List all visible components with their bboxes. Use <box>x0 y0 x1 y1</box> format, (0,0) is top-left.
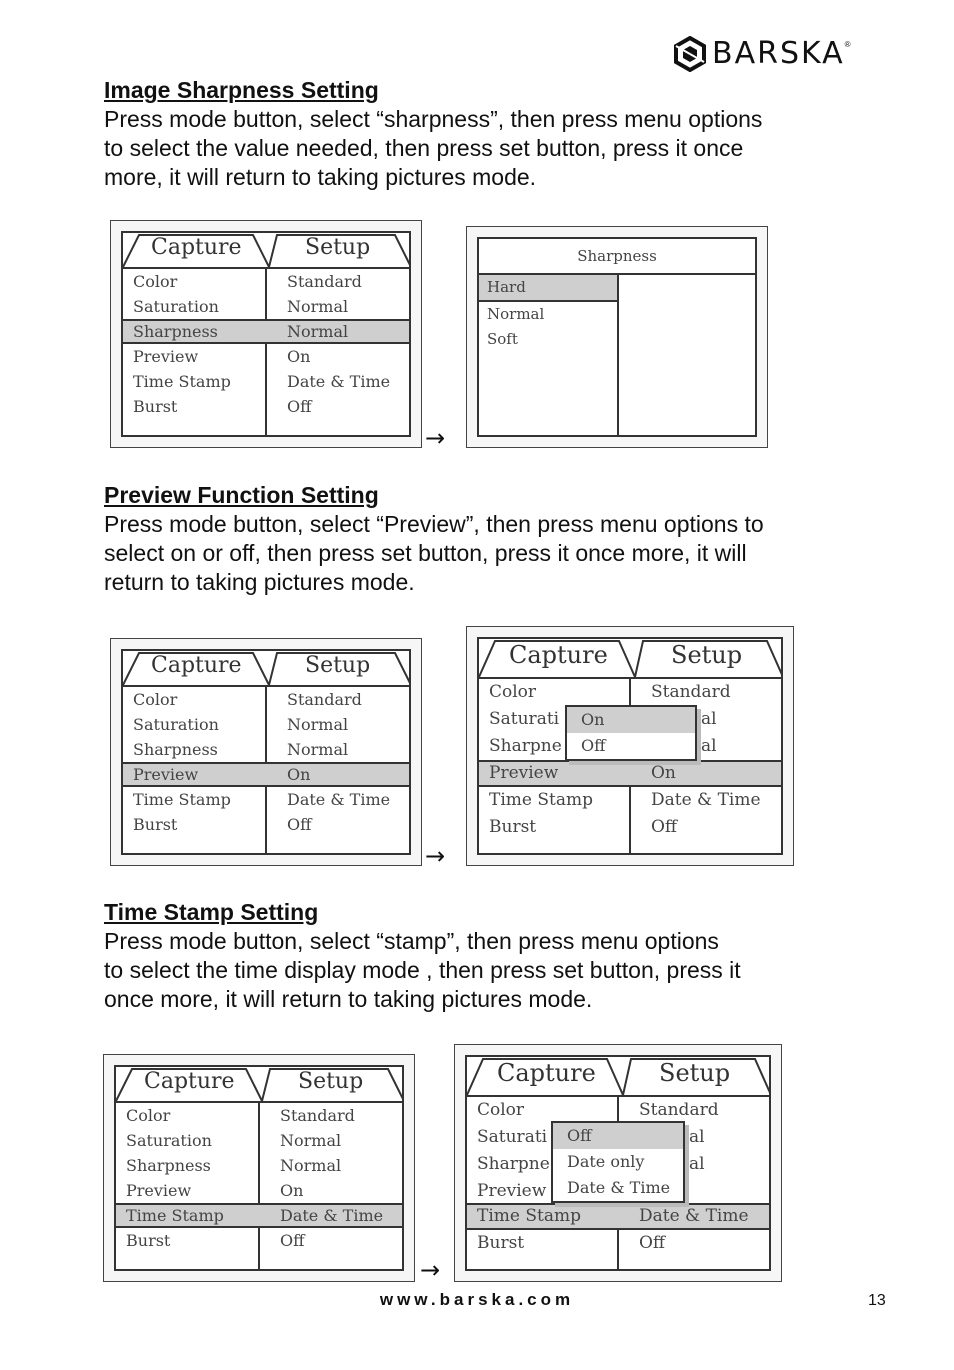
menu-row: Sharpness Normal <box>126 1156 342 1175</box>
menu-screen-timestamp-popup <box>454 1044 782 1282</box>
body-line: to select the value needed, then press set button, press it once <box>104 135 744 161</box>
brand-name: BARSKA <box>712 36 845 71</box>
menu-row: Burst Off <box>133 815 312 834</box>
tab-capture: Capture <box>144 1069 235 1094</box>
menu-row: Preview <box>477 1181 547 1201</box>
sharpness-title: Sharpness <box>479 239 755 275</box>
menu-rows <box>116 1103 402 1253</box>
menu-frame <box>477 637 783 855</box>
sharpness-options-screen <box>466 226 768 448</box>
menu-row: Preview On <box>126 1181 304 1200</box>
menu-frame <box>121 231 411 437</box>
page-number: 13 <box>868 1292 886 1309</box>
menu-screen-timestamp <box>103 1054 415 1282</box>
menu-frame <box>465 1055 771 1271</box>
popup-option: Date only <box>567 1152 645 1171</box>
body-line: to select the time display mode , then press set button, press it <box>104 957 741 983</box>
section-heading: Preview Function Setting <box>104 482 379 508</box>
menu-row: Saturation Normal <box>133 715 349 734</box>
sharpness-options <box>479 275 619 435</box>
menu-row: Color Standard <box>489 682 731 702</box>
menu-row: Saturati al <box>489 709 717 729</box>
tab-setup: Setup <box>671 641 743 669</box>
preview-popup <box>565 705 697 761</box>
menu-row-selected: Time Stamp Date & Time <box>467 1203 769 1230</box>
tab-setup: Setup <box>305 653 371 678</box>
section-time-stamp <box>104 898 864 1014</box>
menu-tabs <box>116 1067 402 1103</box>
body-line: Press mode button, select “sharpness”, then press menu options <box>104 106 763 132</box>
menu-row: Burst Off <box>126 1231 305 1250</box>
menu-frame <box>114 1065 404 1271</box>
menu-frame <box>121 649 411 855</box>
menu-rows <box>123 269 409 419</box>
tab-capture: Capture <box>497 1059 596 1087</box>
aperture-icon <box>672 36 708 72</box>
tab-setup: Setup <box>305 235 371 260</box>
menu-row: Sharpness Normal <box>133 740 349 759</box>
menu-row-selected: Sharpness Normal <box>123 319 409 344</box>
menu-row: Burst Off <box>133 397 312 416</box>
sharpness-option-selected: Hard <box>479 275 617 302</box>
menu-row-selected: Preview On <box>479 760 781 787</box>
body-line: return to taking pictures mode. <box>104 569 415 595</box>
menu-row: Saturati al <box>477 1127 705 1147</box>
section-image-sharpness <box>104 76 864 192</box>
sharpness-option: Normal <box>487 305 545 323</box>
menu-screen-preview-popup <box>466 626 794 866</box>
tab-setup: Setup <box>298 1069 364 1094</box>
menu-row: Preview On <box>133 347 311 366</box>
arrow-icon: → <box>425 424 446 452</box>
popup-option-selected: Off <box>553 1123 683 1149</box>
tab-setup: Setup <box>659 1059 731 1087</box>
registered-mark: ® <box>844 39 851 49</box>
menu-row: Saturation Normal <box>126 1131 342 1150</box>
timestamp-popup <box>551 1121 685 1203</box>
menu-row: Color Standard <box>477 1100 719 1120</box>
body-line: Press mode button, select “Preview”, then press menu options to <box>104 511 764 537</box>
popup-option: Off <box>581 736 606 755</box>
sharpness-frame <box>477 237 757 437</box>
sharpness-option: Soft <box>487 330 518 348</box>
section-heading: Time Stamp Setting <box>104 899 319 925</box>
barska-logo <box>672 34 851 74</box>
arrow-icon: → <box>425 842 446 870</box>
menu-row: Burst Off <box>477 1233 666 1253</box>
menu-row-selected: Preview On <box>123 762 409 787</box>
menu-row: Time Stamp Date & Time <box>133 372 391 391</box>
footer-url: www.barska.com <box>379 1290 575 1309</box>
menu-row: Saturation Normal <box>133 297 349 316</box>
menu-rows <box>123 687 409 837</box>
menu-screen-sharpness <box>110 220 422 448</box>
menu-row: Sharpne al <box>489 736 717 756</box>
section-preview-function <box>104 481 864 597</box>
menu-tabs <box>467 1057 769 1093</box>
popup-option-selected: On <box>567 707 695 733</box>
menu-tabs <box>123 651 409 687</box>
menu-row: Burst Off <box>489 817 678 837</box>
menu-row: Time Stamp Date & Time <box>489 790 761 810</box>
arrow-icon: → <box>420 1256 441 1284</box>
body-line: once more, it will return to taking pictures mode. <box>104 986 593 1012</box>
popup-option: Date & Time <box>567 1178 671 1197</box>
menu-row: Color Standard <box>133 272 362 291</box>
body-line: more, it will return to taking pictures mode. <box>104 164 537 190</box>
menu-row: Time Stamp Date & Time <box>133 790 391 809</box>
tab-capture: Capture <box>509 641 608 669</box>
menu-tabs <box>123 233 409 269</box>
menu-row: Color Standard <box>133 690 362 709</box>
menu-row-selected: Time Stamp Date & Time <box>116 1203 402 1228</box>
menu-row: Color Standard <box>126 1106 355 1125</box>
tab-capture: Capture <box>151 653 242 678</box>
menu-tabs <box>479 639 781 675</box>
body-line: Press mode button, select “stamp”, then press menu options <box>104 928 719 954</box>
body-line: select on or off, then press set button, press it once more, it will <box>104 540 747 566</box>
tab-capture: Capture <box>151 235 242 260</box>
menu-row: Sharpne al <box>477 1154 705 1174</box>
menu-screen-preview <box>110 638 422 866</box>
section-heading: Image Sharpness Setting <box>104 77 379 103</box>
